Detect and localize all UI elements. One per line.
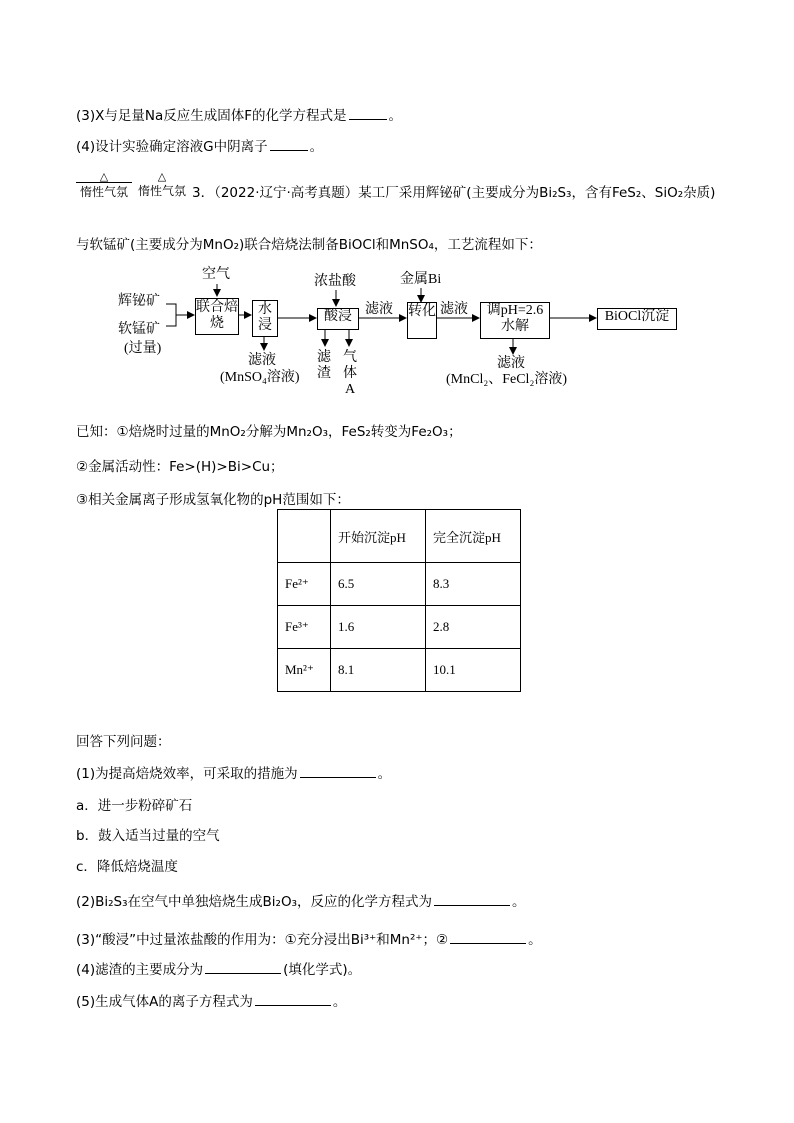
table-cell: 8.1 [331, 649, 426, 692]
answer-blank[interactable] [450, 929, 526, 944]
table-header-row [278, 510, 521, 563]
ore-bismuthinite: 辉铋矿 [118, 294, 160, 309]
table-header-cell [278, 510, 331, 563]
reaction-condition-1: △ 惰性气氛 [76, 171, 132, 200]
filtrate-mnso4: 滤液 [248, 353, 276, 368]
table-header-cell: 完全沉淀pH [426, 510, 521, 563]
prev-question-3: (3)X与足量Na反应生成固体F的化学方程式是 。 [76, 104, 402, 124]
answer-blank[interactable] [270, 136, 308, 151]
question-1: (1)为提高焙烧效率，可采取的措施为 。 [76, 762, 391, 782]
filtrate-4-note: (MnCl₂、FeCl₂溶液) [446, 372, 567, 387]
step-water-leach: 水浸 [252, 300, 278, 337]
answer-blank[interactable] [349, 105, 387, 120]
process-flowchart [100, 266, 700, 396]
questions-intro: 回答下列问题： [76, 734, 171, 750]
ore-excess-note: (过量) [124, 341, 162, 356]
question-4: (4)滤渣的主要成分为 (填化学式)。 [76, 958, 361, 978]
known-1: 已知：①焙烧时过量的MnO₂分解为Mn₂O₃，FeS₂转变为Fe₂O₃； [76, 424, 462, 440]
table-header-cell: 开始沉淀pH [331, 510, 426, 563]
option-a: a．进一步粉碎矿石 [76, 798, 193, 814]
answer-blank[interactable] [205, 959, 281, 974]
residue: 滤渣 [317, 350, 331, 381]
input-bismuth-metal: 金属Bi [400, 272, 442, 287]
question-2: (2)Bi₂S₃在空气中单独焙烧生成Bi₂O₃，反应的化学方程式为 。 [76, 890, 526, 910]
table-cell: Fe³⁺ [278, 606, 331, 649]
table-row [278, 563, 521, 606]
filtrate-4: 滤液 [497, 356, 525, 371]
table-cell: Fe²⁺ [278, 563, 331, 606]
question-5: (5)生成气体A的离子方程式为 。 [76, 990, 346, 1010]
known-2: ②金属活动性：Fe>(H)>Bi>Cu； [76, 459, 284, 475]
option-c: c．降低焙烧温度 [76, 859, 178, 875]
table-row [278, 649, 521, 692]
answer-blank[interactable] [434, 891, 510, 906]
table-cell: Mn²⁺ [278, 649, 331, 692]
reaction-condition-2: △ 惰性气氛 [137, 170, 186, 198]
filtrate-3: 滤液 [440, 302, 468, 317]
answer-blank[interactable] [300, 763, 376, 778]
table-cell: 10.1 [426, 649, 521, 692]
known-3: ③相关金属离子形成氢氧化物的pH范围如下： [76, 492, 350, 508]
filtrate-mnso4-note: (MnSO₄溶液) [220, 370, 300, 385]
filtrate-2: 滤液 [365, 302, 393, 317]
input-conc-hcl: 浓盐酸 [314, 274, 356, 289]
step-roast: 联合焙烧 [195, 298, 239, 335]
option-b: b．鼓入适当过量的空气 [76, 828, 220, 844]
step-conversion: 转化 [407, 302, 437, 339]
step-acid-leach: 酸浸 [317, 308, 359, 330]
answer-blank[interactable] [255, 991, 331, 1006]
gas-a: 气体A [343, 350, 357, 397]
ph-table [277, 509, 521, 692]
step-hydrolysis: 调pH=2.6 水解 [480, 302, 550, 339]
question-3: (3)“酸浸”中过量浓盐酸的作用为：①充分浸出Bi³⁺和Mn²⁺；② 。 [76, 928, 542, 948]
input-air: 空气 [202, 267, 230, 282]
table-row [278, 606, 521, 649]
prev-question-4: (4)设计实验确定溶液G中阴离子 。 [76, 135, 323, 155]
table-cell: 6.5 [331, 563, 426, 606]
ore-pyrolusite: 软锰矿 [118, 322, 160, 337]
product-biocl: BiOCl沉淀 [597, 308, 677, 330]
table-cell: 2.8 [426, 606, 521, 649]
table-cell: 8.3 [426, 563, 521, 606]
problem-text: 与软锰矿(主要成分为MnO₂)联合焙烧法制备BiOCl和MnSO₄，工艺流程如下： [76, 237, 542, 253]
table-cell: 1.6 [331, 606, 426, 649]
problem-heading: 3．（2022·辽宁·高考真题）某工厂采用辉铋矿(主要成分为Bi₂S₃，含有FeS₂、SiO₂杂质) [192, 185, 716, 201]
